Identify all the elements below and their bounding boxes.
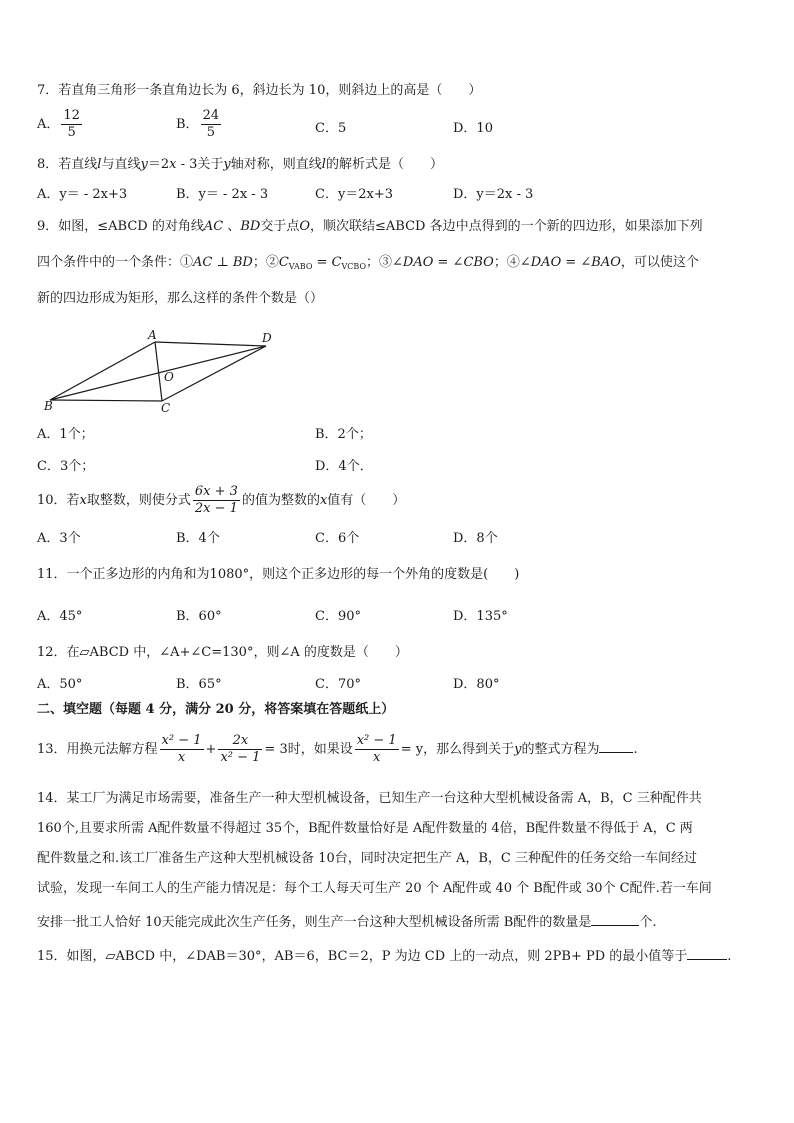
- q9-diagonal-ac: [155, 342, 162, 401]
- section-2-title: 二、填空题（每题 4 分，满分 20 分，将答案填在答题纸上）: [37, 702, 395, 717]
- q12-option-c: C．70°: [315, 677, 361, 692]
- q9-stem-line3: 新的四边形成为矩形，那么这样的条件个数是（）: [37, 291, 324, 306]
- q8-option-c: C．y＝2x+3: [315, 187, 394, 202]
- q10-fraction: $\frac{6x + 3}{2x - 1}$: [194, 484, 238, 516]
- q9-stem-line2: 四个条件中的一个条件：①AC ⊥ BD；$②C_{VABO} = C_{VCBO}$；③∠DAO = ∠CBO；④∠DAO = ∠BAO，可以使这个: [37, 255, 699, 271]
- q9-figure-parallelogram: [40, 328, 280, 414]
- q13-answer-blank: [599, 739, 633, 753]
- q7-option-d: D．10: [453, 121, 493, 136]
- q7-option-c: C．5: [315, 121, 347, 136]
- q12-option-b: B．65°: [176, 677, 222, 692]
- q7-option-a-label: A．: [37, 117, 60, 132]
- q9-side-bc: [50, 400, 162, 401]
- q9-option-a: A．1个；: [37, 427, 94, 442]
- q9-side-ab: [50, 342, 155, 400]
- q13-fraction-1: $\frac{\text{x² − 1}}{x}$: [161, 733, 202, 765]
- q7-option-a: [37, 108, 84, 141]
- q10-option-c: C．6个: [315, 531, 360, 546]
- q9-option-d: D．4个．: [315, 459, 373, 474]
- q9-side-ad: [155, 342, 266, 346]
- q14-line4: 试验，发现一车间工人的生产能力情况是：每个工人每天可生产 20 个 A配件或 40 个 B配件或 30个 C配件.若一车间: [37, 881, 712, 896]
- q15-stem: 15．如图，▱ABCD 中，∠DAB＝30°，AB＝6，BC＝2，P 为边 CD 上的一动点，则 2PB+ PD 的最小值等于 .: [37, 946, 731, 966]
- q9-label-o: O: [164, 370, 174, 384]
- q9-option-c: C．3个；: [37, 459, 95, 474]
- q13-stem: 13．用换元法解方程 $\frac{\text{x² − 1}}{x}$ + $\frac{2x}{\text{x² − 1}}$ = 3时，如果设 $\frac{\text{x² − 1}}{x}$ = y，那么得到关于y的整式方程为 .: [37, 733, 638, 765]
- q12-option-a: A．50°: [37, 677, 83, 692]
- q9-label-a: A: [148, 328, 157, 342]
- q7-option-b-fraction: $\frac{24}{5}$: [202, 108, 220, 140]
- q8-option-a: A．y＝ - 2x+3: [37, 187, 128, 202]
- q7-option-b-label: B．: [176, 117, 199, 132]
- q13-fraction-2: $\frac{2x}{\text{x² − 1}}$: [220, 733, 261, 765]
- q9-label-c: C: [161, 401, 171, 414]
- q10-option-b: B．4个: [176, 531, 220, 546]
- q9-diagonal-bd: [50, 346, 266, 400]
- q7-option-a-fraction: $\frac{12}{5}$: [63, 108, 80, 140]
- q11-option-c: C．90°: [315, 609, 361, 624]
- q7-stem: 7．若直角三角形一条直角边长为 6，斜边长为 10，则斜边上的高是（ ）: [37, 83, 482, 98]
- q9-side-cd: [162, 346, 266, 401]
- q11-option-a: A．45°: [37, 609, 83, 624]
- q7-option-b: [176, 108, 223, 141]
- q14-line1: 14．某工厂为满足市场需要，准备生产一种大型机械设备，已知生产一台这种大型机械设备需 A，B，C 三种配件共: [37, 791, 702, 806]
- q8-stem: 8．若直线l与直线y＝2x - 3关于y轴对称，则直线l的解析式是（ ）: [37, 157, 443, 172]
- q9-label-d: D: [262, 331, 272, 345]
- q13-fraction-3: $\frac{\text{x² − 1}}{x}$: [356, 733, 397, 765]
- q10-option-a: A．3个: [37, 531, 81, 546]
- q11-stem: 11．一个正多边形的内角和为1080°，则这个正多边形的每一个外角的度数是( ): [37, 567, 520, 582]
- q14-line2: 160个,且要求所需 A配件数量不得超过 35个，B配件数量恰好是 A配件数量的 4倍，B配件数量不得低于 A，C 两: [37, 821, 693, 836]
- q8-option-d: D．y＝2x - 3: [453, 187, 534, 202]
- q8-option-b: B．y＝ - 2x - 3: [176, 187, 269, 202]
- q10-option-d: D．8个: [453, 531, 498, 546]
- q15-answer-blank: [687, 946, 727, 960]
- q9-label-b: B: [44, 399, 53, 413]
- q14-line3: 配件数量之和.该工厂准备生产这种大型机械设备 10台，同时决定把生产 A，B，C 三种配件的任务交给一车间经过: [37, 851, 697, 866]
- q14-line5: 安排一批工人恰好 10天能完成此次生产任务，则生产一台这种大型机械设备所需 B配件的数量是 个.: [37, 912, 657, 932]
- q11-option-b: B．60°: [176, 609, 222, 624]
- q11-option-d: D．135°: [453, 609, 508, 624]
- q12-option-d: D．80°: [453, 677, 500, 692]
- q10-stem: 10．若x取整数，则使分式 $\frac{6x + 3}{2x - 1}$ 的值为整数的x值有（ ）: [37, 484, 406, 516]
- q14-answer-blank: [591, 912, 639, 926]
- q12-stem: 12．在▱ABCD 中，∠A+∠C=130°，则∠A 的度数是（ ）: [37, 645, 408, 660]
- q9-option-b: B．2个；: [315, 427, 372, 442]
- q9-stem-line1: 9．如图，≤ABCD 的对角线AC 、BD交于点O，顺次联结≤ABCD 各边中点得到的一个新的四边形，如果添加下列: [37, 219, 703, 234]
